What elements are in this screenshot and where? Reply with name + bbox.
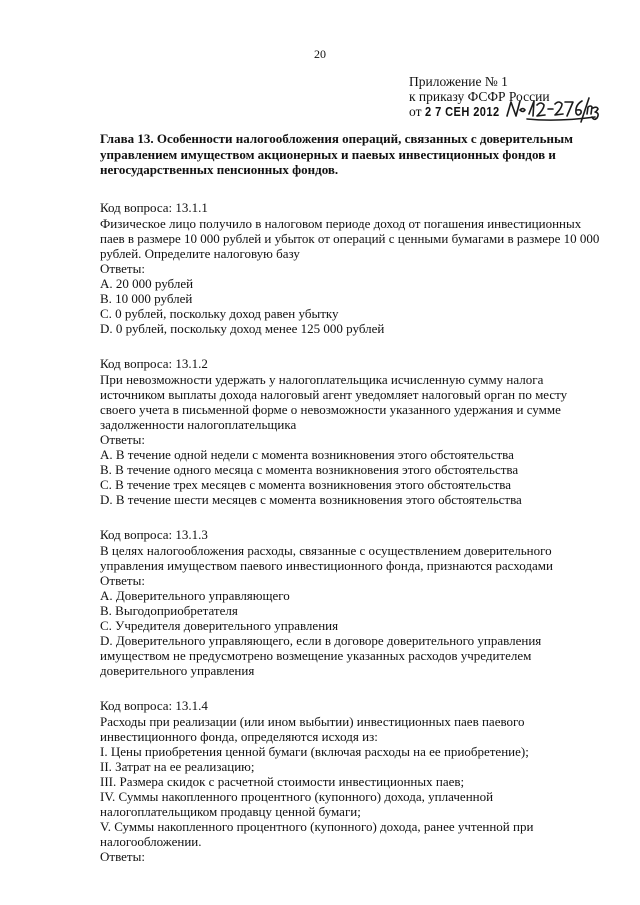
answer-option: C. Учредителя доверительного управления xyxy=(100,618,339,633)
list-item: III. Размера скидок с расчетной стоимости инвестиционных паев; xyxy=(100,774,465,789)
list-item: I. Цены приобретения ценной бумаги (включая расходы на ее приобретение); xyxy=(100,744,529,759)
answer-option: D. 0 рублей, поскольку доход менее 125 000 рублей xyxy=(100,321,385,336)
question-text: В целях налогообложения расходы, связанные с осуществлением доверительного управления имуществом паевого инвестиционного фонда, признаются расходами xyxy=(100,543,553,573)
answer-option: D. Доверительного управляющего, если в договоре доверительного управления имуществом не предусмотрено возмещение указанных расходов учредителем доверительного управления xyxy=(100,633,542,678)
question-block xyxy=(100,527,600,678)
answer-option: A. Доверительного управляющего xyxy=(100,588,290,603)
questions-list xyxy=(100,200,600,884)
question-code: Код вопроса: 13.1.2 xyxy=(100,356,208,371)
handwritten-number-signature xyxy=(505,92,600,128)
appendix-line-2: к приказу ФСФР России xyxy=(409,89,550,104)
question-text: Физическое лицо получило в налоговом периоде доход от погашения инвестиционных паев в размере 10 000 рублей и убыток от операций с ценными бумагами в размере 10 000 рублей. Определите налоговую базу xyxy=(100,216,600,261)
answer-option: C. 0 рублей, поскольку доход равен убытку xyxy=(100,306,339,321)
appendix-date-stamp: 2 7 СЕН 2012 xyxy=(425,104,501,119)
question-block xyxy=(100,698,600,864)
appendix-line-1: Приложение № 1 xyxy=(409,74,508,89)
answer-option: A. В течение одной недели с момента возникновения этого обстоятельства xyxy=(100,447,514,462)
question-code: Код вопроса: 13.1.3 xyxy=(100,527,208,542)
question-code: Код вопроса: 13.1.1 xyxy=(100,200,208,215)
answer-option: D. В течение шести месяцев с момента возникновения этого обстоятельства xyxy=(100,492,522,507)
list-item: V. Суммы накопленного процентного (купонного) дохода, ранее учтенной при налогообложении. xyxy=(100,819,534,849)
answer-option: B. Выгодоприобретателя xyxy=(100,603,238,618)
question-text: Расходы при реализации (или ином выбытии) инвестиционных паев паевого инвестиционного фонда, определяются исходя из: xyxy=(100,714,525,744)
answer-option: C. В течение трех месяцев с момента возникновения этого обстоятельства xyxy=(100,477,512,492)
list-item: IV. Суммы накопленного процентного (купонного) дохода, уплаченной налогоплательщиком продавцу ценной бумаги; xyxy=(100,789,494,819)
page-number: 20 xyxy=(314,47,326,61)
question-block xyxy=(100,356,600,507)
question-code: Код вопроса: 13.1.4 xyxy=(100,698,208,713)
chapter-title: Глава 13. Особенности налогообложения операций, связанных с доверительным управлением имуществом акционерных и паевых инвестиционных фондов и негосударственных пенсионных фондов. xyxy=(100,131,573,177)
answer-option: B. 10 000 рублей xyxy=(100,291,193,306)
appendix-date-prefix: от xyxy=(409,104,422,119)
question-block xyxy=(100,200,600,336)
answer-option: A. 20 000 рублей xyxy=(100,276,194,291)
answer-option: B. В течение одного месяца с момента возникновения этого обстоятельства xyxy=(100,462,519,477)
answers-label: Ответы: xyxy=(100,432,145,447)
answers-label: Ответы: xyxy=(100,261,145,276)
list-item: II. Затрат на ее реализацию; xyxy=(100,759,255,774)
question-text: При невозможности удержать у налогоплательщика исчисленную сумму налога источником выплаты дохода налоговый агент уведомляет налоговый орган по месту своего учета в письменной форме о невозможности указанного удержания и сумме задолженности налогоплательщика xyxy=(100,372,568,432)
answers-label: Ответы: xyxy=(100,573,145,588)
answers-label: Ответы: xyxy=(100,849,145,864)
